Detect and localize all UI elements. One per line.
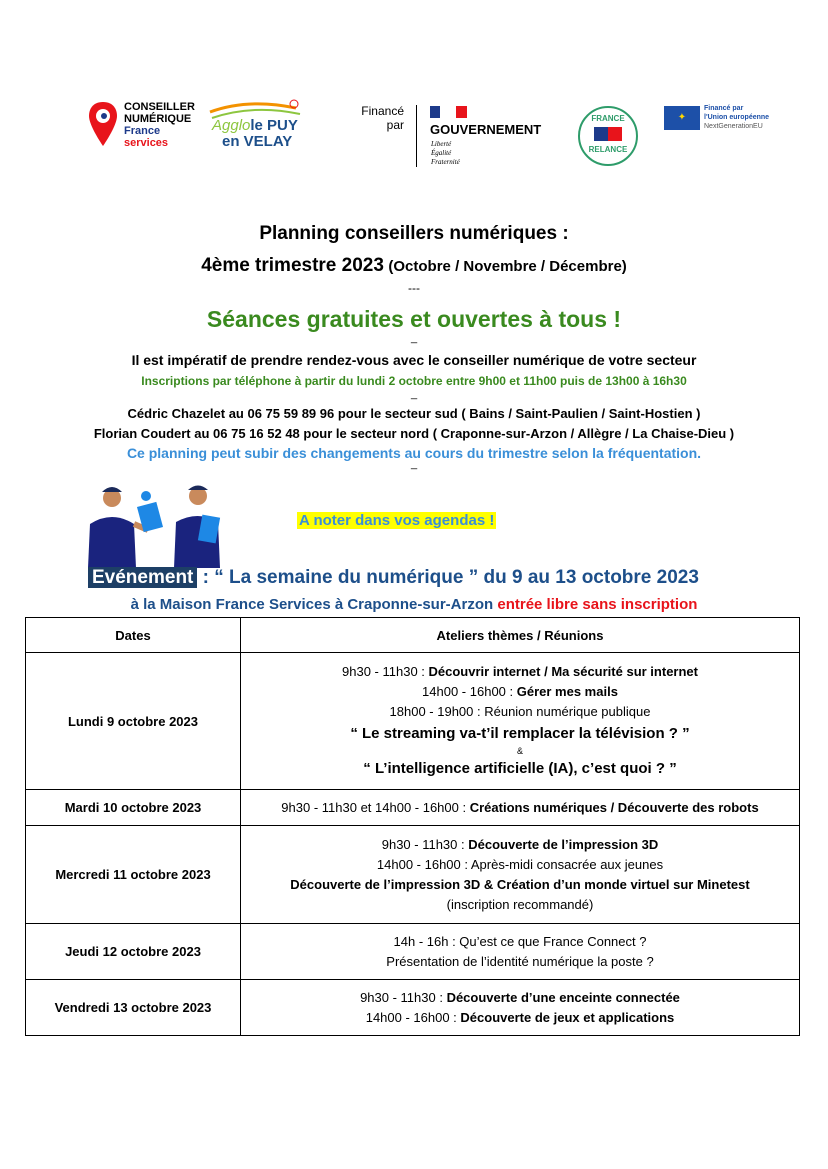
meeting-topic: “ Le streaming va-t’il remplacer la télévision ? ” (350, 725, 690, 742)
logo-text: Financé par (704, 105, 744, 112)
devise (431, 140, 460, 167)
activity-time: 18h00 - 19h00 : Réunion numérique publique (389, 704, 651, 719)
logo-text: en VELAY (222, 133, 293, 150)
activity-time: 9h30 - 11h30 : (381, 836, 469, 852)
column-header-workshops: Ateliers thèmes / Réunions (241, 618, 800, 653)
separator: _ (410, 332, 418, 344)
activity-line (245, 835, 795, 855)
activity-time: 9h30 - 11h30 : (360, 989, 447, 1005)
activity-time: 14h00 - 16h00 : (422, 684, 517, 699)
ampersand: & (516, 746, 523, 756)
event-line (88, 567, 699, 589)
logo-text: Fraternité (431, 158, 460, 166)
event-label: Evénement (88, 567, 197, 588)
table-row (26, 826, 800, 924)
divider (416, 105, 417, 167)
activity-line (245, 895, 795, 915)
activity-line (245, 1008, 795, 1028)
separator: _ (410, 388, 418, 400)
page-title: Planning conseillers numériques : (259, 223, 569, 244)
activity-line (245, 702, 795, 722)
logo-text: Financé (361, 104, 404, 118)
activities-cell (241, 924, 800, 980)
activity-note: (inscription recommandé) (446, 896, 594, 912)
activity-title: Découverte d’une enceinte connectée (446, 989, 680, 1005)
subtitle (0, 255, 828, 277)
conseiller-numerique-logo (124, 101, 195, 149)
table-row (26, 653, 800, 790)
activities-cell (241, 980, 800, 1036)
table-row (26, 980, 800, 1036)
imperative-text: Il est impératif de prendre rendez-vous avec le conseiller numérique de votre secteur (131, 352, 697, 368)
event-place: à la Maison France Services à Craponne-sur-Arzon (130, 596, 498, 613)
activity-line: 14h - 16h : Qu’est ce que France Connect ? (393, 933, 647, 949)
eu-flag-icon: ✦ (664, 106, 700, 130)
table-row (26, 924, 800, 980)
activity-time: 9h30 - 11h30 : (342, 664, 429, 679)
flag-icon (430, 106, 440, 118)
gouvernement-logo: GOUVERNEMENT (430, 122, 542, 137)
contact-south: Cédric Chazelet au 06 75 59 89 96 pour le secteur sud ( Bains / Saint-Paulien / Saint-Hostien ) (127, 406, 701, 421)
quarter-title: 4ème trimestre 2023 (201, 255, 384, 276)
eu-logo (704, 104, 769, 131)
headline: Séances gratuites et ouvertes à tous ! (206, 306, 622, 332)
months-label: (Octobre / Novembre / Décembre) (388, 258, 627, 275)
agglo-logo (212, 118, 298, 150)
agenda-note: A noter dans vos agendas ! (299, 512, 495, 529)
separator: _ (410, 458, 418, 470)
logo-text: Égalité (431, 149, 452, 157)
people-illustration-icon (78, 484, 238, 568)
logo-text: Liberté (431, 140, 452, 148)
logo-text: France (124, 125, 161, 137)
activities-cell (241, 826, 800, 924)
flag-icon (456, 106, 467, 118)
france-relance-logo (578, 106, 638, 166)
event-title: : “ La semaine du numérique ” du 9 au 13 octobre 2023 (197, 567, 699, 588)
activity-line (245, 875, 795, 895)
activities-cell (241, 790, 800, 826)
date-cell: Lundi 9 octobre 2023 (26, 653, 241, 790)
logo-text: RELANCE (588, 145, 628, 154)
finance-par-label (356, 104, 404, 132)
activity-time: 14h00 - 16h00 : Après-midi consacrée aux jeunes (376, 856, 664, 872)
activity-line (245, 988, 795, 1008)
flags-icon (594, 127, 622, 141)
meeting-topic: “ L’intelligence artificielle (IA), c’est quoi ? ” (363, 760, 677, 777)
table-row (26, 790, 800, 826)
activity-title: Découverte de jeux et applications (460, 1009, 675, 1025)
logo-text: le PUY (250, 117, 298, 134)
logo-text: CONSEILLER (124, 101, 195, 113)
activity-time: 14h00 - 16h00 : (365, 1009, 461, 1025)
inscriptions-text: Inscriptions par téléphone à partir du lundi 2 octobre entre 9h00 et 11h00 puis de 13h00 à 16h30 (141, 374, 687, 388)
date-cell: Mardi 10 octobre 2023 (26, 790, 241, 826)
activity-title: Découvrir internet / Ma sécurité sur internet (428, 664, 698, 679)
logo-text: NextGenerationEU (704, 123, 763, 130)
warning-text: Ce planning peut subir des changements au cours du trimestre selon la fréquentation. (126, 445, 702, 461)
logo-text: services (124, 137, 169, 149)
date-cell: Mercredi 11 octobre 2023 (26, 826, 241, 924)
activity-line (245, 798, 795, 818)
separator: --- (408, 281, 420, 295)
activity-title: Créations numériques / Découverte des robots (469, 799, 759, 815)
event-place-line (0, 596, 828, 613)
activity-line: Présentation de l’identité numérique la poste ? (386, 953, 654, 969)
activity-title: Découverte de l’impression 3D (468, 836, 659, 852)
event-free-entry: entrée libre sans inscription (497, 596, 698, 613)
logo-text: l'Union européenne (704, 114, 770, 121)
column-header-dates: Dates (26, 618, 241, 653)
date-cell: Jeudi 12 octobre 2023 (26, 924, 241, 980)
activity-line (245, 855, 795, 875)
activity-time: 9h30 - 11h30 et 14h00 - 16h00 : (281, 799, 470, 815)
activity-line (245, 682, 795, 702)
activities-cell (241, 653, 800, 790)
contact-north: Florian Coudert au 06 75 16 52 48 pour le secteur nord ( Craponne-sur-Arzon / Allègre / La Chaise-Dieu ) (93, 426, 735, 441)
logo-text: Agglo (212, 117, 251, 134)
date-cell: Vendredi 13 octobre 2023 (26, 980, 241, 1036)
logo-text: FRANCE (591, 114, 625, 123)
schedule-table (25, 617, 800, 1036)
table-header-row (26, 618, 800, 653)
conseiller-numerique-logo-icon (88, 100, 118, 148)
activity-title: Découverte de l’impression 3D & Création d’un monde virtuel sur Minetest (290, 876, 750, 892)
logo-text: par (386, 118, 404, 132)
activity-line (245, 662, 795, 682)
logo-text: NUMÉRIQUE (124, 113, 192, 125)
activity-title: Gérer mes mails (516, 684, 618, 699)
